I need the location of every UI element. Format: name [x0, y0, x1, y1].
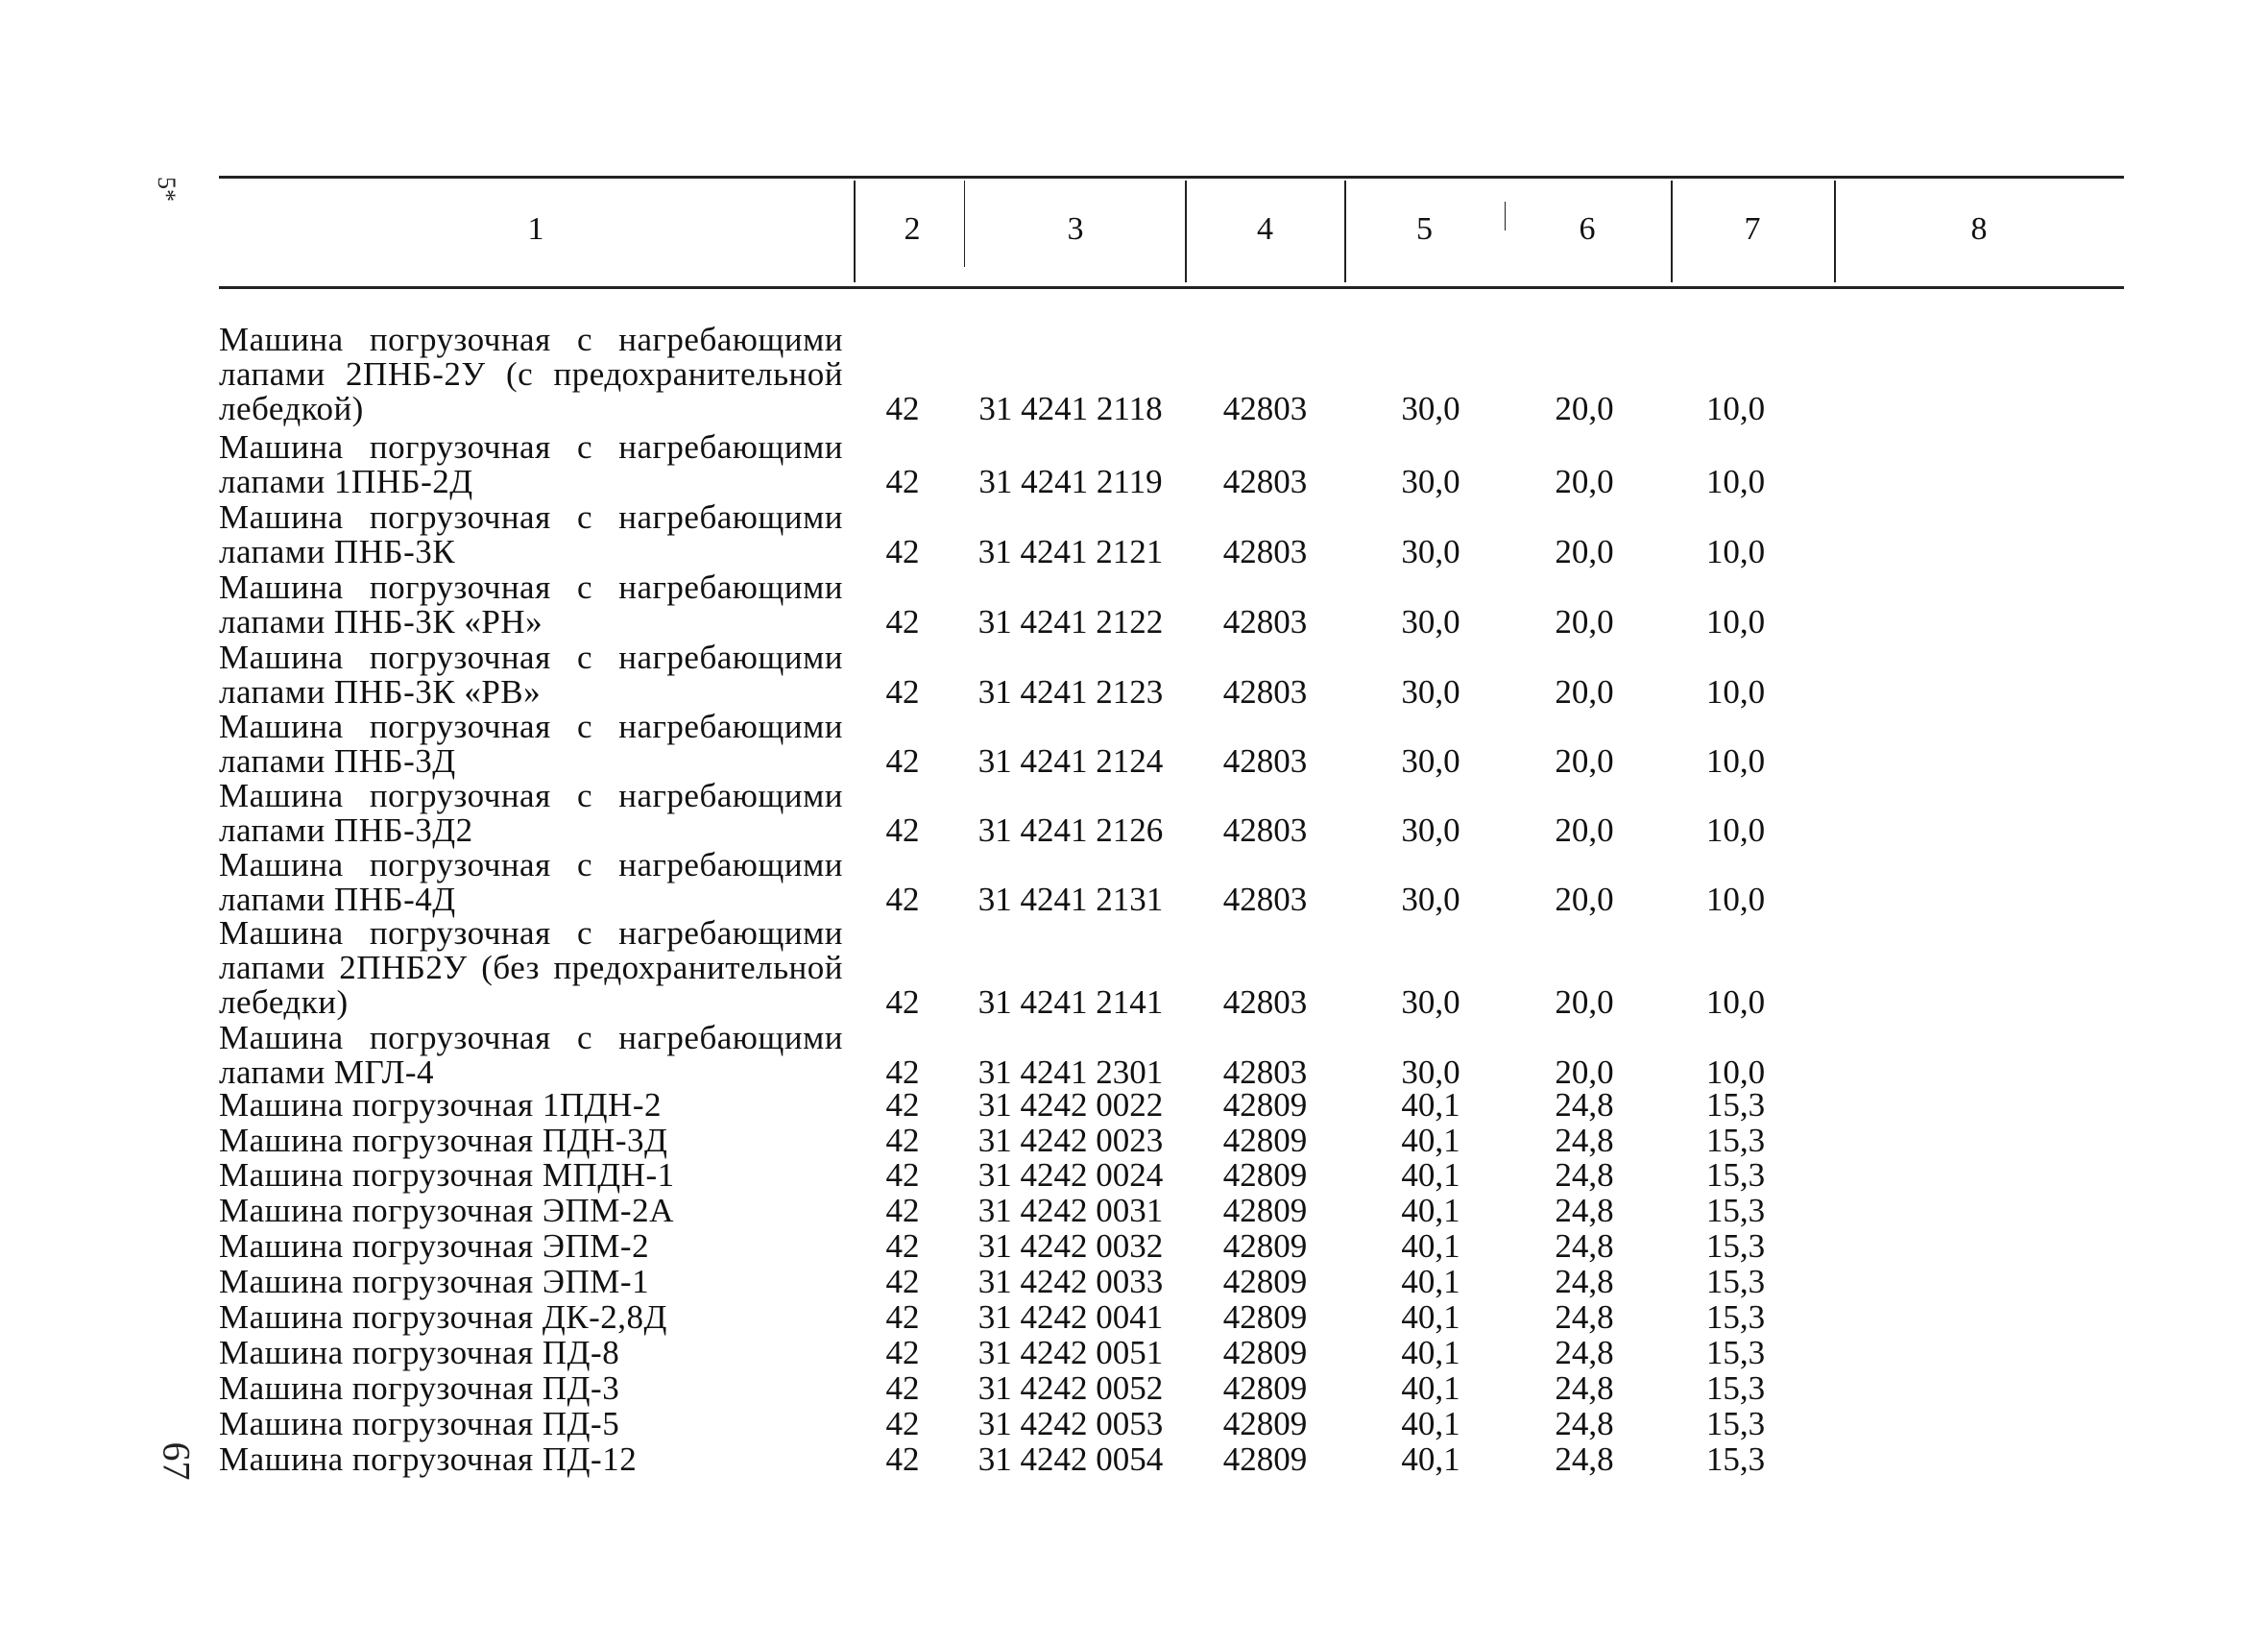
cell-col-2: 42 — [885, 742, 920, 780]
cell-col-3: 31 4241 2126 — [977, 811, 1164, 849]
cell-col-5: 30,0 — [1401, 533, 1460, 570]
cell-col-1-description: Машина погрузочная ПД-3 — [219, 1369, 620, 1407]
cell-col-4: 42809 — [1222, 1369, 1308, 1407]
cell-col-1-description: Машина погрузочная ЭПМ-2 — [219, 1227, 650, 1265]
cell-col-6: 24,8 — [1555, 1192, 1614, 1229]
cell-col-2: 42 — [885, 463, 920, 500]
page-number: 67 — [155, 1441, 199, 1481]
cell-col-2: 42 — [885, 533, 920, 570]
cell-col-7: 10,0 — [1705, 463, 1766, 500]
cell-col-2: 42 — [885, 1405, 920, 1442]
cell-col-6: 20,0 — [1555, 983, 1614, 1021]
cell-col-2: 42 — [885, 390, 920, 427]
cell-col-2: 42 — [885, 603, 920, 641]
cell-col-5: 30,0 — [1401, 463, 1460, 500]
cell-col-1-description: Машина погрузочная с нагребающими лапами ПНБ-3Д2 — [219, 777, 843, 849]
cell-col-4: 42809 — [1222, 1334, 1308, 1371]
column-header-7: 7 — [1744, 211, 1761, 247]
cell-col-1-description: Машина погрузочная с нагребающими лапами 1ПНБ-2Д — [219, 428, 843, 500]
cell-col-2: 42 — [885, 1122, 920, 1159]
cell-col-4: 42803 — [1222, 811, 1308, 849]
cell-col-5: 40,1 — [1401, 1440, 1460, 1478]
cell-col-1-description: Машина погрузочная с нагребающими лапами ПНБ-3К «РВ» — [219, 639, 843, 711]
cell-col-4: 42803 — [1222, 881, 1308, 918]
cell-col-2: 42 — [885, 1440, 920, 1478]
cell-col-2: 42 — [885, 1263, 920, 1300]
cell-col-3: 31 4242 0041 — [977, 1298, 1164, 1336]
cell-col-4: 42803 — [1222, 463, 1308, 500]
cell-col-4: 42809 — [1222, 1298, 1308, 1336]
cell-col-4: 42803 — [1222, 533, 1308, 570]
column-header-6: 6 — [1579, 211, 1596, 247]
table-header-rule — [219, 286, 2124, 289]
cell-col-7: 10,0 — [1705, 742, 1766, 780]
cell-col-7: 10,0 — [1705, 1053, 1766, 1091]
cell-col-3: 31 4241 2121 — [977, 533, 1164, 570]
cell-col-6: 24,8 — [1555, 1405, 1614, 1442]
cell-col-4: 42809 — [1222, 1122, 1308, 1159]
cell-col-5: 30,0 — [1401, 390, 1460, 427]
cell-col-5: 40,1 — [1401, 1122, 1460, 1159]
cell-col-7: 15,3 — [1705, 1192, 1766, 1229]
cell-col-6: 20,0 — [1555, 390, 1614, 427]
cell-col-1-description: Машина погрузочная с нагребающими лапами 2ПНБ2У (без предохранительной лебедки) — [219, 914, 843, 1021]
cell-col-6: 20,0 — [1555, 811, 1614, 849]
cell-col-7: 15,3 — [1705, 1334, 1766, 1371]
cell-col-3: 31 4242 0033 — [977, 1263, 1164, 1300]
cell-col-7: 10,0 — [1705, 533, 1766, 570]
page-marker-top: 5* — [153, 177, 181, 202]
cell-col-5: 40,1 — [1401, 1369, 1460, 1407]
cell-col-1-description: Машина погрузочная 1ПДН-2 — [219, 1086, 662, 1124]
cell-col-6: 20,0 — [1555, 603, 1614, 641]
column-header-8: 8 — [1970, 211, 1988, 247]
cell-col-3: 31 4242 0054 — [977, 1440, 1164, 1478]
cell-col-2: 42 — [885, 983, 920, 1021]
cell-col-5: 40,1 — [1401, 1298, 1460, 1336]
cell-col-4: 42809 — [1222, 1440, 1308, 1478]
cell-col-3: 31 4241 2301 — [977, 1053, 1164, 1091]
cell-col-2: 42 — [885, 811, 920, 849]
cell-col-6: 20,0 — [1555, 1053, 1614, 1091]
cell-col-1-description: Машина погрузочная ДК-2,8Д — [219, 1298, 667, 1336]
cell-col-7: 10,0 — [1705, 881, 1766, 918]
cell-col-1-description: Машина погрузочная ПД-12 — [219, 1440, 638, 1478]
cell-col-5: 40,1 — [1401, 1086, 1460, 1124]
cell-col-1-description: Машина погрузочная с нагребающими лапами ПНБ-3Д — [219, 708, 843, 780]
cell-col-3: 31 4242 0052 — [977, 1369, 1164, 1407]
cell-col-3: 31 4242 0031 — [977, 1192, 1164, 1229]
cell-col-2: 42 — [885, 673, 920, 711]
cell-col-6: 24,8 — [1555, 1369, 1614, 1407]
column-header-3: 3 — [1067, 211, 1084, 247]
cell-col-2: 42 — [885, 1086, 920, 1124]
cell-col-6: 20,0 — [1555, 742, 1614, 780]
cell-col-1-description: Машина погрузочная ПД-5 — [219, 1405, 620, 1442]
cell-col-2: 42 — [885, 1298, 920, 1336]
cell-col-3: 31 4242 0032 — [977, 1227, 1164, 1265]
cell-col-2: 42 — [885, 1334, 920, 1371]
cell-col-6: 20,0 — [1555, 673, 1614, 711]
cell-col-3: 31 4241 2124 — [977, 742, 1164, 780]
cell-col-7: 15,3 — [1705, 1369, 1766, 1407]
cell-col-1-description: Машина погрузочная с нагребающими лапами ПНБ-3К «РН» — [219, 568, 843, 641]
cell-col-6: 24,8 — [1555, 1227, 1614, 1265]
cell-col-3: 31 4242 0024 — [977, 1156, 1164, 1194]
cell-col-3: 31 4241 2123 — [977, 673, 1164, 711]
cell-col-3: 31 4241 2118 — [978, 390, 1163, 427]
cell-col-1-description: Машина погрузочная МПДН-1 — [219, 1156, 675, 1194]
cell-col-5: 30,0 — [1401, 603, 1460, 641]
cell-col-1-description: Машина погрузочная с нагребающими лапами ПНБ-3К — [219, 498, 843, 570]
cell-col-7: 15,3 — [1705, 1156, 1766, 1194]
cell-col-6: 24,8 — [1555, 1334, 1614, 1371]
cell-col-5: 30,0 — [1401, 983, 1460, 1021]
cell-col-5: 40,1 — [1401, 1192, 1460, 1229]
cell-col-3: 31 4241 2131 — [977, 881, 1164, 918]
cell-col-3: 31 4241 2141 — [977, 983, 1164, 1021]
cell-col-4: 42809 — [1222, 1405, 1308, 1442]
cell-col-5: 30,0 — [1401, 811, 1460, 849]
cell-col-1-description: Машина погрузочная с нагребающими лапами ПНБ-4Д — [219, 846, 843, 918]
cell-col-7: 15,3 — [1705, 1440, 1766, 1478]
cell-col-4: 42809 — [1222, 1263, 1308, 1300]
cell-col-4: 42809 — [1222, 1192, 1308, 1229]
cell-col-6: 24,8 — [1555, 1298, 1614, 1336]
column-header-4: 4 — [1257, 211, 1273, 247]
cell-col-2: 42 — [885, 1192, 920, 1229]
cell-col-3: 31 4242 0053 — [977, 1405, 1164, 1442]
cell-col-4: 42803 — [1222, 742, 1308, 780]
cell-col-4: 42803 — [1222, 603, 1308, 641]
cell-col-3: 31 4241 2119 — [978, 463, 1163, 500]
column-header-5: 5 — [1416, 211, 1433, 247]
cell-col-7: 15,3 — [1705, 1122, 1766, 1159]
cell-col-6: 24,8 — [1555, 1122, 1614, 1159]
cell-col-2: 42 — [885, 1156, 920, 1194]
cell-col-6: 24,8 — [1555, 1263, 1614, 1300]
cell-col-4: 42803 — [1222, 1053, 1308, 1091]
cell-col-3: 31 4242 0022 — [977, 1086, 1164, 1124]
cell-col-7: 15,3 — [1705, 1227, 1766, 1265]
cell-col-3: 31 4242 0023 — [977, 1122, 1164, 1159]
cell-col-7: 15,3 — [1705, 1298, 1766, 1336]
cell-col-1-description: Машина погрузочная ПДН-3Д — [219, 1122, 668, 1159]
cell-col-2: 42 — [885, 1369, 920, 1407]
cell-col-1-description: Машина погрузочная с нагребающими лапами 2ПНБ-2У (с предохранительной лебедкой) — [219, 321, 843, 427]
cell-col-6: 24,8 — [1555, 1156, 1614, 1194]
cell-col-4: 42809 — [1222, 1086, 1308, 1124]
cell-col-6: 20,0 — [1555, 881, 1614, 918]
cell-col-1-description: Машина погрузочная ПД-8 — [219, 1334, 620, 1371]
cell-col-4: 42803 — [1222, 390, 1308, 427]
cell-col-7: 10,0 — [1705, 983, 1766, 1021]
cell-col-2: 42 — [885, 1227, 920, 1265]
cell-col-5: 40,1 — [1401, 1405, 1460, 1442]
cell-col-1-description: Машина погрузочная ЭПМ-1 — [219, 1263, 650, 1300]
cell-col-6: 24,8 — [1555, 1440, 1614, 1478]
cell-col-1-description: Машина погрузочная ЭПМ-2А — [219, 1192, 674, 1229]
cell-col-3: 31 4241 2122 — [977, 603, 1164, 641]
cell-col-4: 42809 — [1222, 1227, 1308, 1265]
cell-col-1-description: Машина погрузочная с нагребающими лапами МГЛ-4 — [219, 1019, 843, 1091]
cell-col-4: 42809 — [1222, 1156, 1308, 1194]
cell-col-5: 30,0 — [1401, 673, 1460, 711]
cell-col-2: 42 — [885, 1053, 920, 1091]
cell-col-3: 31 4242 0051 — [977, 1334, 1164, 1371]
cell-col-5: 40,1 — [1401, 1156, 1460, 1194]
cell-col-2: 42 — [885, 881, 920, 918]
cell-col-5: 30,0 — [1401, 742, 1460, 780]
cell-col-7: 10,0 — [1705, 673, 1766, 711]
cell-col-5: 30,0 — [1401, 881, 1460, 918]
cell-col-5: 40,1 — [1401, 1227, 1460, 1265]
cell-col-7: 15,3 — [1705, 1086, 1766, 1124]
cell-col-7: 10,0 — [1705, 811, 1766, 849]
cell-col-6: 24,8 — [1555, 1086, 1614, 1124]
cell-col-5: 40,1 — [1401, 1263, 1460, 1300]
cell-col-7: 15,3 — [1705, 1263, 1766, 1300]
column-header-1: 1 — [527, 211, 544, 247]
cell-col-5: 40,1 — [1401, 1334, 1460, 1371]
cell-col-6: 20,0 — [1555, 463, 1614, 500]
cell-col-7: 10,0 — [1705, 603, 1766, 641]
cell-col-7: 15,3 — [1705, 1405, 1766, 1442]
cell-col-4: 42803 — [1222, 983, 1308, 1021]
cell-col-7: 10,0 — [1705, 390, 1766, 427]
cell-col-4: 42803 — [1222, 673, 1308, 711]
cell-col-5: 30,0 — [1401, 1053, 1460, 1091]
column-header-2: 2 — [904, 211, 921, 247]
cell-col-6: 20,0 — [1555, 533, 1614, 570]
